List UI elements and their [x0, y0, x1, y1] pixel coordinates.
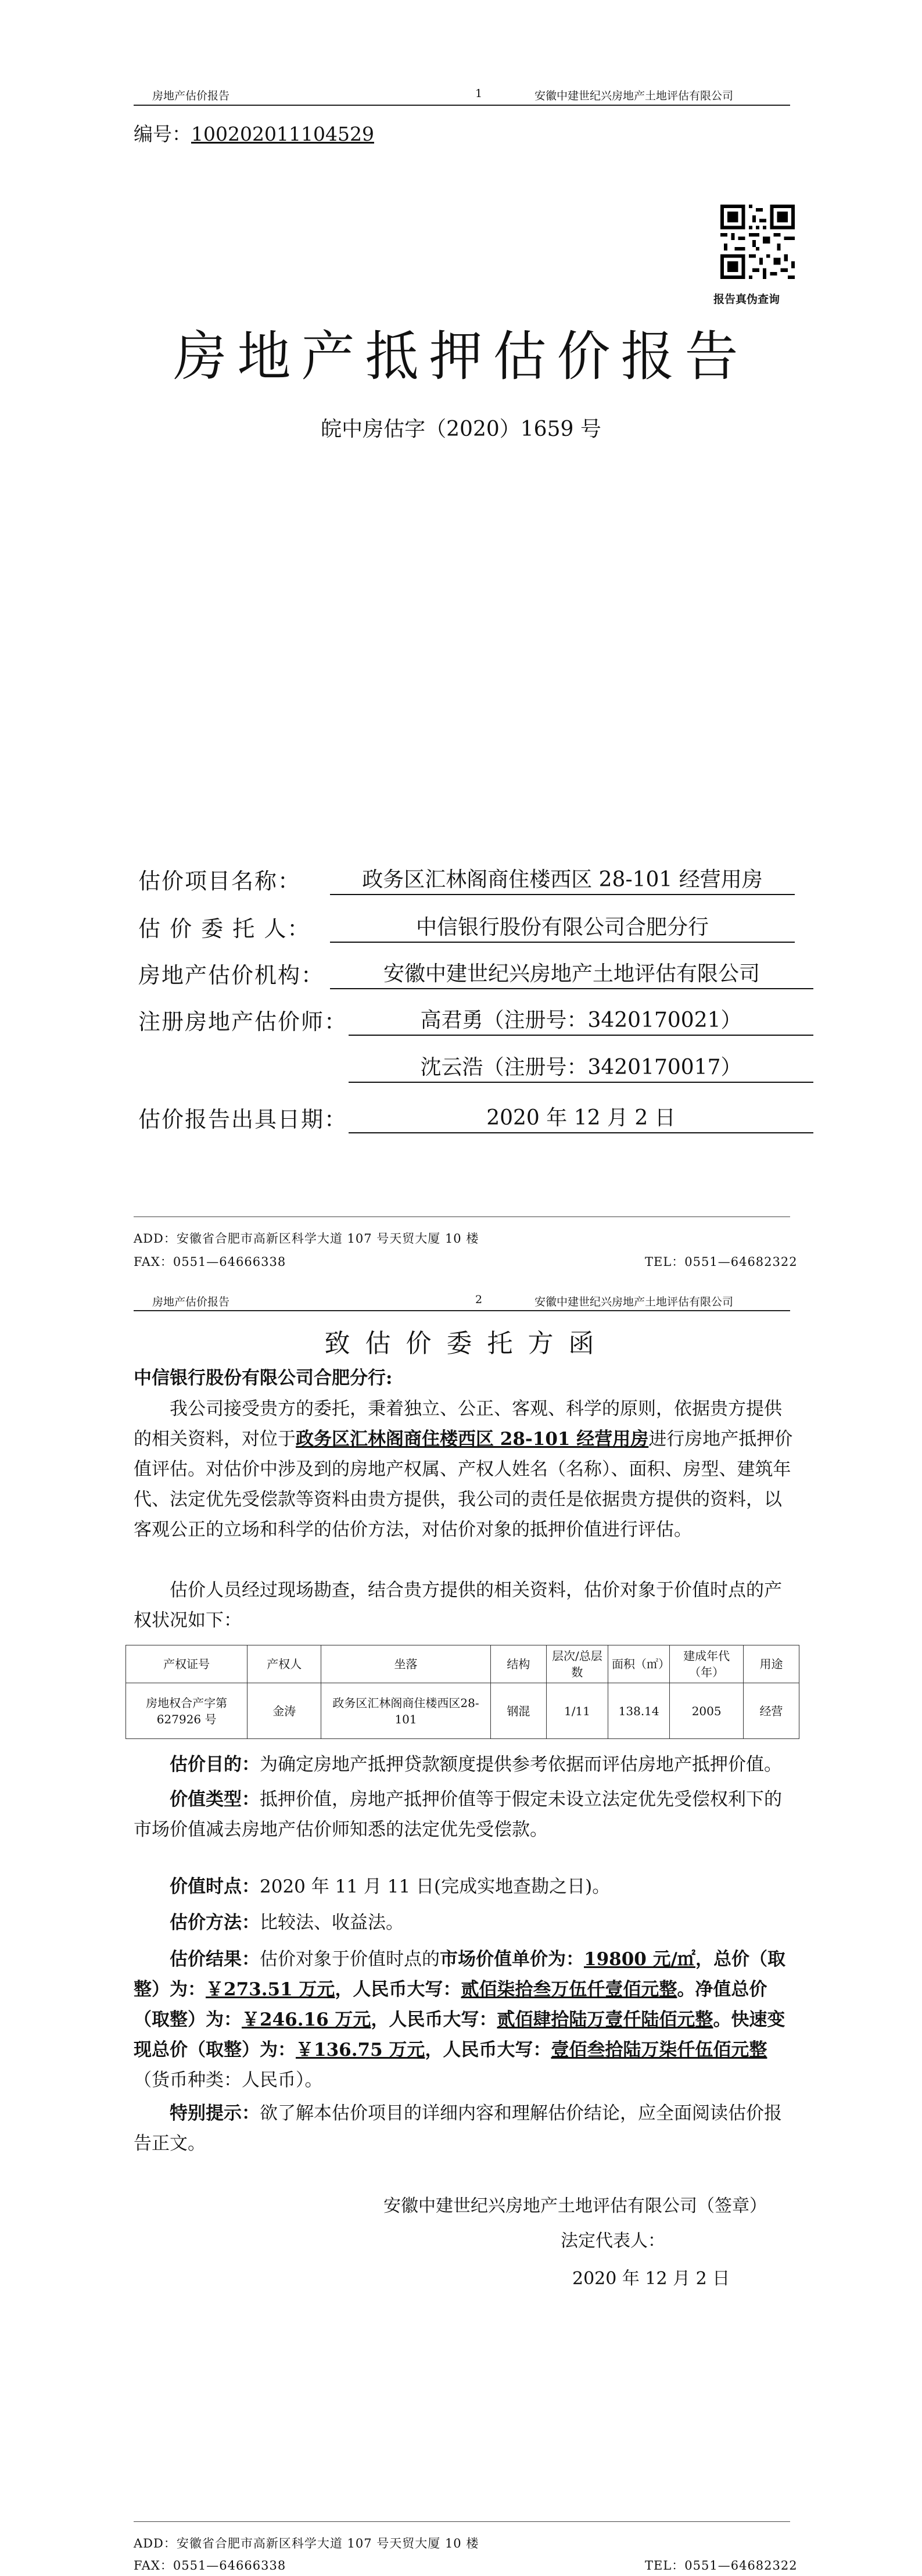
para1-text-a: 我公司接受贵方的委托，秉着独立、公正、客观、科学的原则，依据贵方提供的相关资料，对位于: [134, 1398, 782, 1450]
table-header-cell: 面积（㎡）: [608, 1645, 670, 1683]
table-header-cell: 用途: [744, 1645, 799, 1683]
method-paragraph: [134, 1908, 796, 1938]
result-total-rmb: 贰佰柒拾叁万伍仟壹佰元整: [461, 1979, 677, 2000]
client-label: 估 价 委 托 人：: [138, 916, 311, 942]
appraiser-label: 注册房地产估价师：: [138, 1009, 348, 1035]
report-number: [134, 119, 374, 146]
client-value: 中信银行股份有限公司合肥分行: [330, 911, 795, 943]
result-unit-price-label: 市场价值单价为：: [440, 1949, 584, 1970]
table-cell: 金涛: [247, 1683, 321, 1739]
special-tip-label: 特别提示：: [170, 2103, 260, 2124]
project-name-label: 估价项目名称：: [138, 868, 302, 894]
qr-caption: 报告真伪查询: [713, 293, 780, 306]
purpose-paragraph: [134, 1749, 796, 1780]
issue-date-label: 估价报告出具日期：: [138, 1107, 348, 1132]
page1-footer-tel: TEL：0551—64682322: [645, 1255, 798, 1269]
page2-footer-rule: [134, 2521, 790, 2522]
value-type-paragraph: [134, 1784, 796, 1845]
report-title: 房地产抵押估价报告: [173, 325, 749, 388]
table-cell: 1/11: [546, 1683, 608, 1739]
value-time-paragraph: [134, 1872, 796, 1902]
table-header-row: [126, 1645, 799, 1683]
purpose-label: 估价目的：: [170, 1754, 260, 1775]
signature-company: 安徽中建世纪兴房地产土地评估有限公司（签章）: [383, 2196, 767, 2216]
result-currency-note: （货币种类：人民币）。: [134, 2070, 323, 2091]
page2-header-rule: [134, 1310, 790, 1311]
result-total-rmb-label: ，人民币大写：: [335, 1979, 461, 2000]
report-number-value: 100202011104529: [191, 123, 374, 145]
table-cell: 138.14: [608, 1683, 670, 1739]
page1-header-page: 1: [475, 87, 483, 100]
table-cell: 经营: [744, 1683, 799, 1739]
page1-header-rule: [134, 105, 790, 106]
page1-footer-fax: FAX：0551—64666338: [134, 1255, 286, 1269]
page1-header-left: 房地产估价报告: [152, 90, 230, 102]
result-label: 估价结果：: [170, 1949, 260, 1970]
result-net-value: ￥246.16 万元: [242, 2009, 371, 2030]
qr-code-icon: [720, 205, 795, 279]
page1-footer-address: ADD：安徽省合肥市高新区科学大道 107 号天贸大厦 10 楼: [134, 1232, 479, 1246]
agency-label: 房地产估价机构：: [138, 963, 325, 988]
result-unit-price: 19800 元/㎡: [584, 1949, 695, 1970]
page2-footer-address: ADD：安徽省合肥市高新区科学大道 107 号天贸大厦 10 楼: [134, 2536, 479, 2550]
table-cell: 房地权合产字第627926 号: [126, 1683, 247, 1739]
table-header-cell: 产权证号: [126, 1645, 247, 1683]
letter-addressee: 中信银行股份有限公司合肥分行:: [134, 1368, 393, 1389]
para1-property: 政务区汇林阁商住楼西区 28-101 经营用房: [296, 1429, 649, 1450]
page2-header-left: 房地产估价报告: [152, 1296, 230, 1308]
result-net-label: 。净值总价（取整）为：: [134, 1979, 767, 2030]
result-paragraph: [134, 1944, 796, 2095]
page2-footer-fax: FAX：0551—64666338: [134, 2559, 286, 2573]
result-quick-value: ￥136.75 万元: [296, 2040, 425, 2060]
value-time-text: 2020 年 11 月 11 日(完成实地查勘之日)。: [260, 1876, 611, 1897]
result-quick-rmb: 壹佰叁拾陆万柒仟伍佰元整: [551, 2040, 767, 2060]
table-header-cell: 产权人: [247, 1645, 321, 1683]
signature-date: 2020 年 12 月 2 日: [572, 2269, 730, 2289]
table-cell: 2005: [670, 1683, 744, 1739]
appraiser-1-value: 高君勇（注册号：3420170021）: [349, 1004, 813, 1036]
page1-header-right: 安徽中建世纪兴房地产土地评估有限公司: [534, 90, 734, 102]
table-header-cell: 层次/总层数: [546, 1645, 608, 1683]
method-text: 比较法、收益法。: [260, 1912, 404, 1933]
appraiser-2-value: 沈云浩（注册号：3420170017）: [349, 1051, 813, 1083]
result-net-rmb-label: ，人民币大写：: [371, 2009, 497, 2030]
page2-header-right: 安徽中建世纪兴房地产土地评估有限公司: [534, 1296, 734, 1308]
result-total-value: ￥273.51 万元: [206, 1979, 335, 2000]
result-quick-label: 。快速变现总价（取整）为：: [134, 2009, 785, 2060]
special-tip-paragraph: [134, 2098, 796, 2159]
report-number-label: 编号：: [134, 123, 191, 145]
result-total-label: ，总价（取整）为：: [134, 1949, 785, 2000]
result-net-rmb: 贰佰肆拾陆万壹仟陆佰元整: [497, 2009, 713, 2030]
project-name-value: 政务区汇林阁商住楼西区 28-101 经营用房: [330, 863, 795, 895]
table-header-cell: 坐落: [321, 1645, 491, 1683]
value-type-label: 价值类型：: [170, 1789, 260, 1810]
issue-date-value: 2020 年 12 月 2 日: [349, 1101, 813, 1133]
para1-text-c: 进行房地产抵押价值评估。对估价中涉及到的房地产权属、产权人姓名（名称）、面积、房型、建筑年代、法定优先受偿款等资料由贵方提供，我公司的责任是依据贵方提供的资料，以客观公正的立场和科学的估价方法，对估价对象的抵押价值进行评估。: [134, 1429, 793, 1540]
letter-paragraph-1: [134, 1394, 796, 1545]
table-header-cell: 结构: [490, 1645, 546, 1683]
result-quick-rmb-label: ，人民币大写：: [425, 2040, 551, 2060]
special-tip-text: 欲了解本估价项目的详细内容和理解估价结论，应全面阅读估价报告正文。: [134, 2103, 782, 2154]
table-header-cell: 建成年代（年）: [670, 1645, 744, 1683]
property-table: [125, 1645, 799, 1739]
value-type-text: 抵押价值，房地产抵押价值等于假定未设立法定优先受偿权利下的市场价值减去房地产估价师知悉的法定优先受偿款。: [134, 1789, 782, 1840]
report-doc-number: 皖中房估字（2020）1659 号: [321, 417, 601, 441]
signature-representative: 法定代表人：: [561, 2231, 665, 2251]
value-time-label: 价值时点：: [170, 1876, 260, 1897]
letter-paragraph-2: 估价人员经过现场勘查，结合贵方提供的相关资料，估价对象于价值时点的产权状况如下：: [134, 1580, 782, 1631]
letter-title: 致 估 价 委 托 方 函: [324, 1329, 598, 1358]
purpose-text: 为确定房地产抵押贷款额度提供参考依据而评估房地产抵押价值。: [260, 1754, 782, 1775]
page2-header-page: 2: [475, 1293, 483, 1306]
agency-value: 安徽中建世纪兴房地产土地评估有限公司: [330, 957, 813, 989]
table-cell: 政务区汇林阁商住楼西区28-101: [321, 1683, 491, 1739]
method-label: 估价方法：: [170, 1912, 260, 1933]
result-text-1: 估价对象于价值时点的: [260, 1949, 440, 1970]
page2-footer-tel: TEL：0551—64682322: [645, 2559, 798, 2573]
table-cell: 钢混: [490, 1683, 546, 1739]
table-row: [126, 1683, 799, 1739]
